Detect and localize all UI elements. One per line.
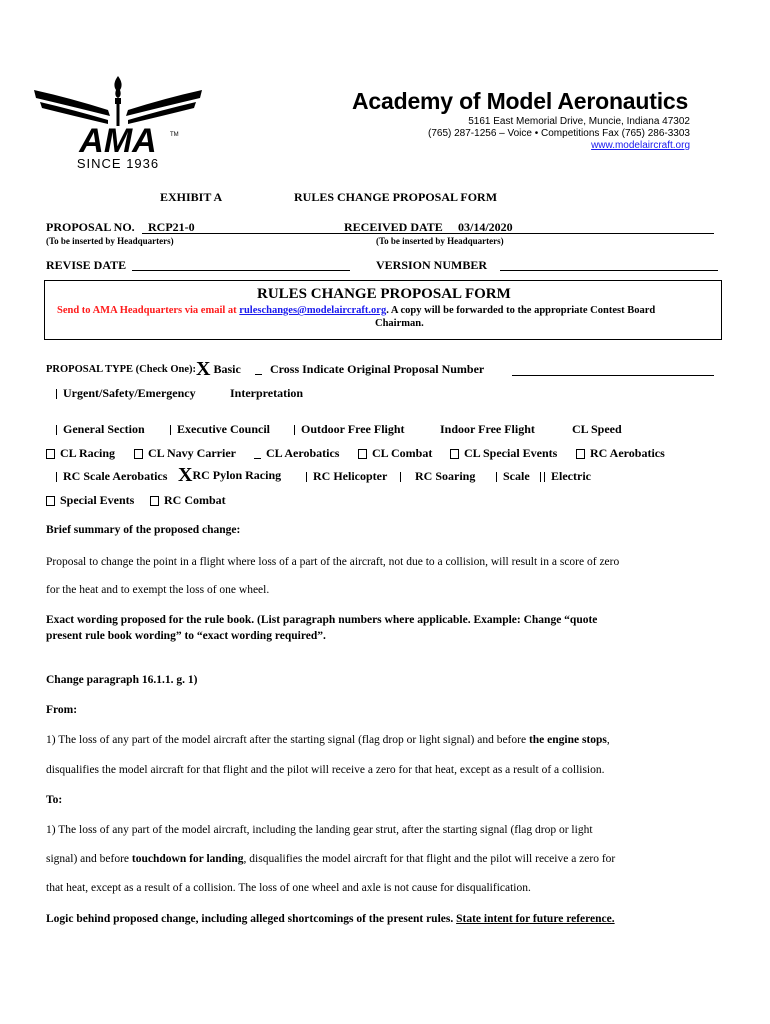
category-general-section[interactable] — [56, 422, 145, 437]
from-bold-text: the engine stops — [528, 734, 607, 746]
category-label: RC Soaring — [415, 469, 476, 483]
category-special-events[interactable] — [46, 493, 134, 508]
category-checkbox[interactable] — [134, 449, 143, 459]
category-label: Outdoor Free Flight — [301, 422, 405, 436]
category-outdoor-free-flight[interactable] — [294, 422, 405, 437]
category-checkbox[interactable] — [56, 425, 57, 435]
to-line-3: that heat, except as a result of a collision. The loss of one wheel and axle is not cause for disqualification. — [46, 882, 531, 894]
to-label: To: — [46, 794, 63, 806]
category-checkbox-edge — [544, 472, 545, 482]
category-checkbox[interactable] — [254, 450, 261, 459]
form-title: RULES CHANGE PROPOSAL FORM — [294, 190, 498, 204]
version-number-label: VERSION NUMBER — [376, 258, 488, 272]
category-rc-pylon-racing[interactable] — [178, 464, 281, 487]
category-rc-soaring[interactable] — [400, 469, 475, 484]
category-executive-council[interactable] — [170, 422, 270, 437]
proposal-no-label: PROPOSAL NO. — [46, 220, 135, 234]
logic-underlined: State intent for future reference. — [456, 913, 615, 925]
exact-wording-line-1: Exact wording proposed for the rule book. (List paragraph numbers where applicable. Example: Change “quote — [46, 614, 598, 626]
org-address: 5161 East Memorial Drive, Muncie, Indiana 47302 — [468, 116, 690, 127]
proposal-type-interpretation[interactable] — [230, 386, 303, 401]
org-title: Academy of Model Aeronautics — [352, 88, 689, 114]
send-instruction: Send to AMA Headquarters via email at — [57, 305, 237, 316]
category-rc-scale-aerobatics[interactable] — [56, 469, 167, 484]
category-rc-helicopter[interactable] — [306, 469, 387, 484]
summary-line-2: for the heat and to exempt the loss of one wheel. — [46, 584, 270, 596]
exact-wording-line-2: present rule book wording” to “exact wording required”. — [46, 630, 326, 642]
category-cl-combat[interactable] — [358, 446, 432, 461]
category-label: CL Combat — [372, 446, 433, 460]
box-instructions — [57, 305, 655, 316]
category-checkbox[interactable] — [496, 472, 497, 482]
from-label: From: — [46, 704, 78, 716]
category-indoor-free-flight[interactable] — [440, 422, 535, 437]
urgent-label: Urgent/Safety/Emergency — [63, 386, 196, 400]
logic-text: Logic behind proposed change, including alleged shortcomings of the present rules. — [46, 913, 457, 925]
received-date-value[interactable]: 03/14/2020 — [458, 220, 513, 234]
received-date-label: RECEIVED DATE — [344, 220, 443, 234]
category-checkbox[interactable] — [306, 472, 307, 482]
change-paragraph: Change paragraph 16.1.1. g. 1) — [46, 674, 198, 686]
category-label: CL Navy Carrier — [148, 446, 236, 460]
email-link[interactable]: ruleschanges@modelaircraft.org — [239, 305, 387, 316]
proposal-type-basic[interactable] — [196, 358, 241, 381]
category-checkbox[interactable] — [400, 472, 401, 482]
category-label: CL Aerobatics — [266, 446, 340, 460]
category-electric[interactable] — [540, 469, 591, 484]
proposal-type-urgent[interactable] — [56, 386, 196, 401]
category-label: RC Combat — [164, 493, 226, 507]
category-cl-speed[interactable] — [572, 422, 622, 437]
category-label: RC Pylon Racing — [192, 468, 282, 482]
category-label: RC Helicopter — [313, 469, 388, 483]
received-date-line — [344, 233, 714, 234]
urgent-checkbox[interactable] — [56, 389, 57, 399]
category-checkbox[interactable] — [56, 472, 57, 482]
category-label: RC Aerobatics — [590, 446, 665, 460]
category-label: Scale — [503, 469, 530, 483]
logo-since: SINCE 1936 — [76, 156, 160, 171]
proposal-type-label: PROPOSAL TYPE (Check One): — [46, 364, 197, 375]
category-checkbox[interactable] — [540, 472, 541, 482]
basic-check-mark: X — [196, 358, 211, 380]
category-checkbox[interactable] — [450, 449, 459, 459]
original-proposal-field[interactable] — [512, 375, 714, 376]
revise-date-field[interactable] — [132, 270, 350, 271]
version-number-field[interactable] — [500, 270, 718, 271]
from-punct: , — [606, 734, 610, 746]
from-text: 1) The loss of any part of the model aircraft after the starting signal (flag drop or light signal) and before — [46, 734, 529, 746]
cross-label: Cross Indicate Original Proposal Number — [270, 362, 485, 376]
box-chairman: Chairman. — [375, 318, 424, 329]
logic-heading — [46, 913, 615, 925]
category-checkbox[interactable] — [576, 449, 585, 459]
to-text-rest: , disqualifies the model aircraft for that flight and the pilot will receive a zero for — [243, 853, 616, 865]
category-rc-aerobatics[interactable] — [576, 446, 665, 461]
category-label: Special Events — [60, 493, 135, 507]
interpretation-label: Interpretation — [230, 386, 304, 400]
to-line-1: 1) The loss of any part of the model aircraft, including the landing gear strut, after the starting signal (flag drop or light — [46, 824, 593, 836]
revise-date-label: REVISE DATE — [46, 258, 127, 272]
proposal-no-value[interactable]: RCP21-0 — [148, 220, 195, 234]
logo-text: AMA — [79, 122, 157, 160]
category-checkbox[interactable] — [294, 425, 295, 435]
to-line-2 — [46, 853, 615, 865]
category-label: RC Scale Aerobatics — [63, 469, 168, 483]
category-label: CL Racing — [60, 446, 116, 460]
category-checkbox[interactable] — [150, 496, 159, 506]
category-cl-special-events[interactable] — [450, 446, 557, 461]
from-line-2: disqualifies the model aircraft for that flight and the pilot will receive a zero for that heat, except as a result of a collision. — [46, 764, 605, 776]
category-cl-aerobatics[interactable] — [254, 446, 339, 461]
summary-heading: Brief summary of the proposed change: — [46, 524, 241, 536]
proposal-no-line — [142, 233, 352, 234]
category-label: CL Speed — [572, 422, 622, 436]
pylon-check-mark: X — [178, 464, 193, 486]
category-scale[interactable] — [496, 469, 530, 484]
to-bold-text: touchdown for landing — [131, 853, 244, 865]
cross-checkbox[interactable] — [255, 366, 262, 375]
category-checkbox[interactable] — [46, 449, 55, 459]
to-text: signal) and before — [46, 853, 132, 865]
received-date-note: (To be inserted by Headquarters) — [376, 236, 504, 246]
category-label: General Section — [63, 422, 145, 436]
box-title: RULES CHANGE PROPOSAL FORM — [257, 286, 511, 302]
category-rc-combat[interactable] — [150, 493, 226, 508]
exhibit-label: EXHIBIT A — [160, 190, 223, 204]
from-line-1 — [46, 734, 610, 746]
proposal-no-note: (To be inserted by Headquarters) — [46, 236, 174, 246]
summary-line-1: Proposal to change the point in a flight where loss of a part of the aircraft, not due to a collision, will result in a score of zero — [46, 556, 620, 568]
org-phone: (765) 287-1256 – Voice • Competitions Fax (765) 286-3303 — [428, 128, 690, 139]
category-cl-navy-carrier[interactable] — [134, 446, 236, 461]
category-label: CL Special Events — [464, 446, 558, 460]
category-label: Electric — [551, 469, 591, 483]
proposal-type-cross[interactable] — [255, 362, 484, 377]
forward-text: . A copy will be forwarded to the appropriate Contest Board — [386, 305, 656, 316]
category-cl-racing[interactable] — [46, 446, 115, 461]
category-checkbox[interactable] — [170, 425, 171, 435]
category-checkbox[interactable] — [46, 496, 55, 506]
basic-label: Basic — [213, 362, 241, 376]
logo-mark: TM — [170, 132, 179, 138]
category-label: Indoor Free Flight — [440, 422, 535, 436]
category-checkbox[interactable] — [358, 449, 367, 459]
org-website-link[interactable]: www.modelaircraft.org — [591, 140, 690, 151]
submission-box — [44, 280, 722, 340]
category-label: Executive Council — [177, 422, 270, 436]
ama-logo — [30, 76, 206, 172]
